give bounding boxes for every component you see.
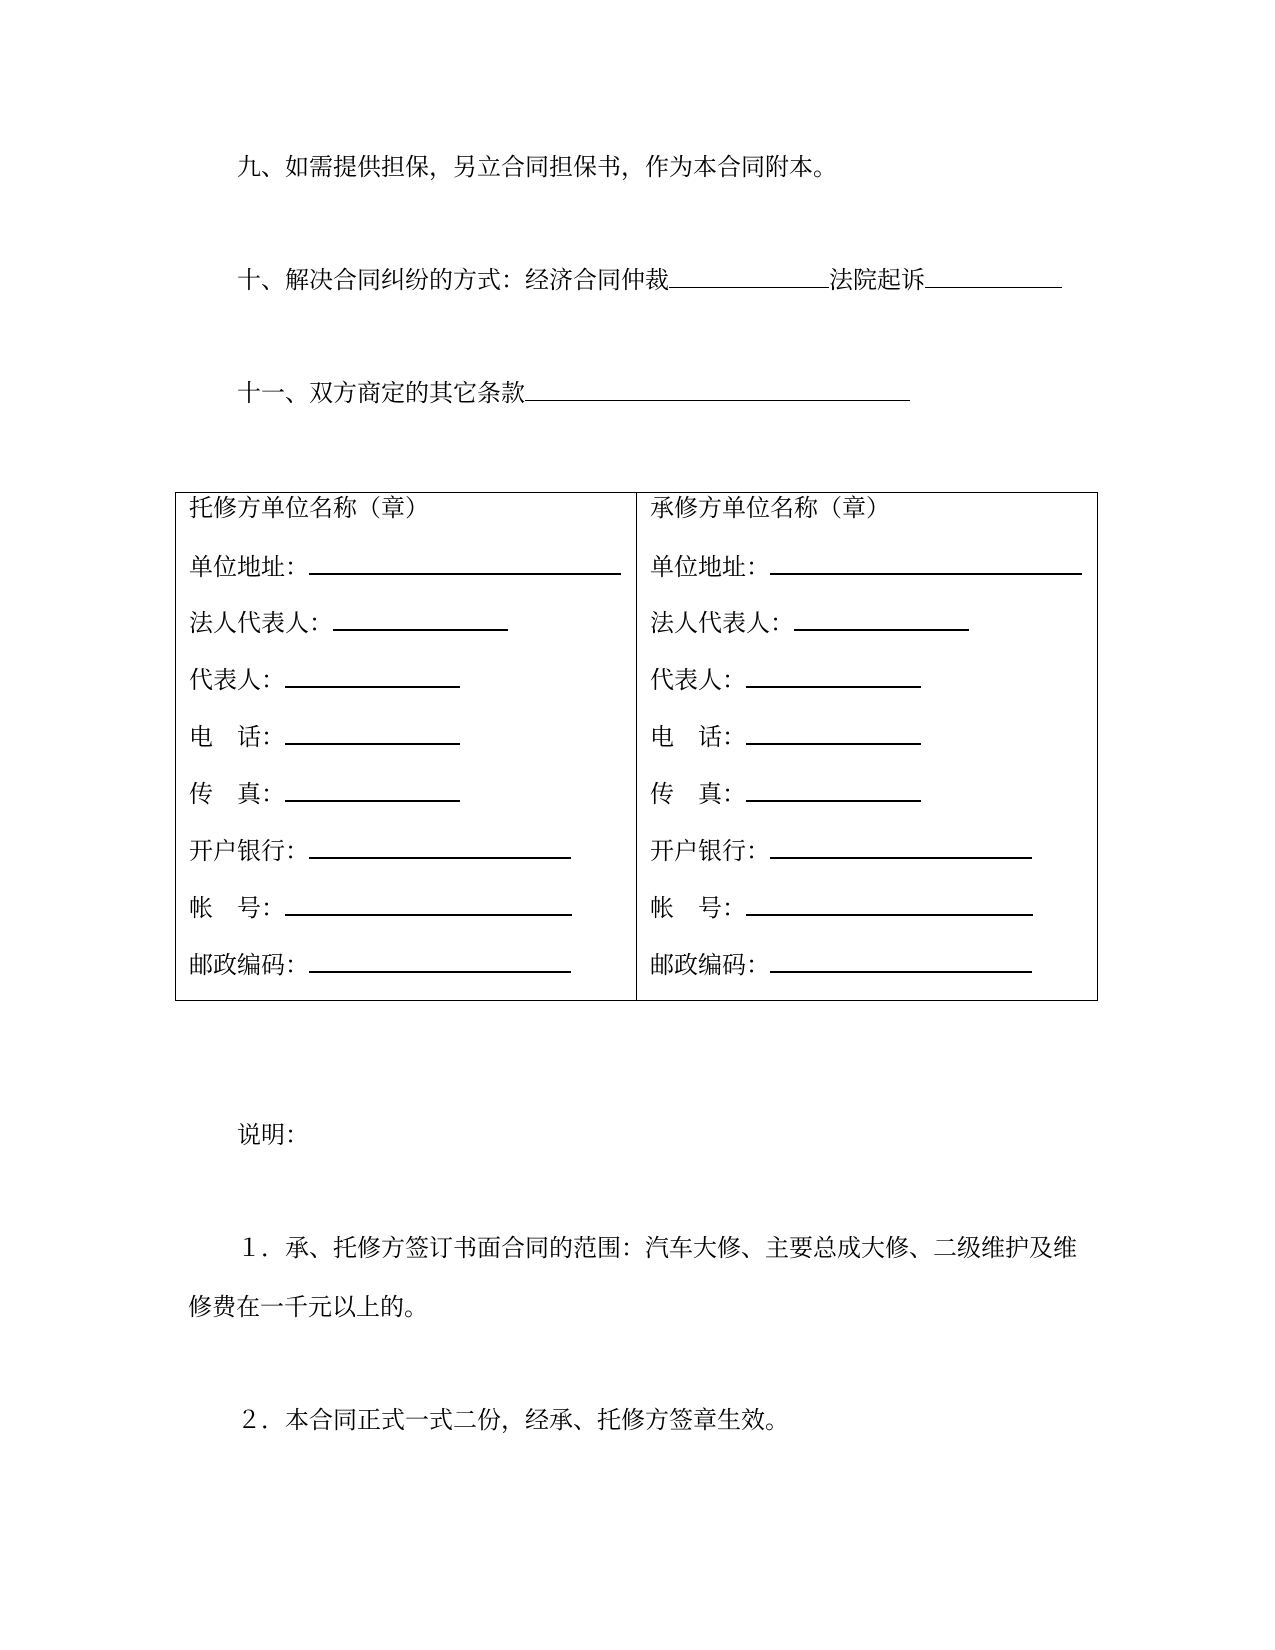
repairer-fax-row: 传 真： [650, 778, 921, 809]
clause-10-court-label: 法院起诉 [829, 266, 925, 294]
repairer-address-row: 单位地址： [650, 551, 1082, 582]
client-bank-field[interactable] [309, 835, 571, 859]
clause-9-text: 九、如需提供担保，另立合同担保书，作为本合同附本。 [237, 153, 837, 181]
clause-10 [237, 265, 1062, 295]
repairer-address-field[interactable] [770, 551, 1082, 575]
repairer-legal-rep-row: 法人代表人： [650, 607, 969, 638]
client-bank-row: 开户银行： [189, 835, 571, 866]
repairer-phone-row: 电 话： [650, 721, 921, 752]
repairer-fax-field[interactable] [746, 778, 921, 802]
client-postcode-field[interactable] [309, 949, 571, 973]
repairer-phone-field[interactable] [746, 721, 921, 745]
client-phone-field[interactable] [285, 721, 460, 745]
client-legal-rep-field[interactable] [333, 607, 508, 631]
client-fax-field[interactable] [285, 778, 460, 802]
repairer-legal-rep-field[interactable] [794, 607, 969, 631]
clause-11-label: 十一、双方商定的其它条款 [237, 379, 525, 407]
client-fax-row: 传 真： [189, 778, 460, 809]
repairer-postcode-field[interactable] [770, 949, 1032, 973]
note-2: ２．本合同正式一式二份，经承、托修方签章生效。 [237, 1406, 789, 1434]
client-postcode-row: 邮政编码： [189, 949, 571, 980]
client-rep-row: 代表人： [189, 664, 460, 695]
repairer-rep-row: 代表人： [650, 664, 921, 695]
client-account-field[interactable] [285, 892, 572, 916]
other-terms-blank[interactable] [525, 378, 910, 401]
repairer-bank-field[interactable] [770, 835, 1032, 859]
clause-9 [237, 152, 837, 182]
repairer-postcode-row: 邮政编码： [650, 949, 1032, 980]
repairer-rep-field[interactable] [746, 664, 921, 688]
note-1-line-2: 修费在一千元以上的。 [188, 1293, 428, 1321]
client-title: 托修方单位名称（章） [189, 494, 429, 522]
signature-table [175, 492, 1098, 1001]
repairer-title: 承修方单位名称（章） [650, 494, 890, 522]
client-address-field[interactable] [309, 551, 621, 575]
clause-10-label: 十、解决合同纠纷的方式：经济合同仲裁 [237, 266, 669, 294]
client-account-row: 帐 号： [189, 892, 572, 923]
client-address-row: 单位地址： [189, 551, 621, 582]
repairer-bank-row: 开户银行： [650, 835, 1032, 866]
notes-heading: 说明： [237, 1121, 309, 1149]
client-rep-field[interactable] [285, 664, 460, 688]
repairer-account-field[interactable] [746, 892, 1033, 916]
repairer-account-row: 帐 号： [650, 892, 1033, 923]
repairer-column [637, 493, 1097, 1000]
court-blank[interactable] [925, 265, 1062, 288]
client-legal-rep-row: 法人代表人： [189, 607, 508, 638]
client-column [176, 493, 637, 1000]
note-1-line-1: １．承、托修方签订书面合同的范围：汽车大修、主要总成大修、二级维护及维 [237, 1234, 1077, 1262]
client-phone-row: 电 话： [189, 721, 460, 752]
clause-11 [237, 378, 910, 408]
arbitration-blank[interactable] [669, 265, 829, 288]
